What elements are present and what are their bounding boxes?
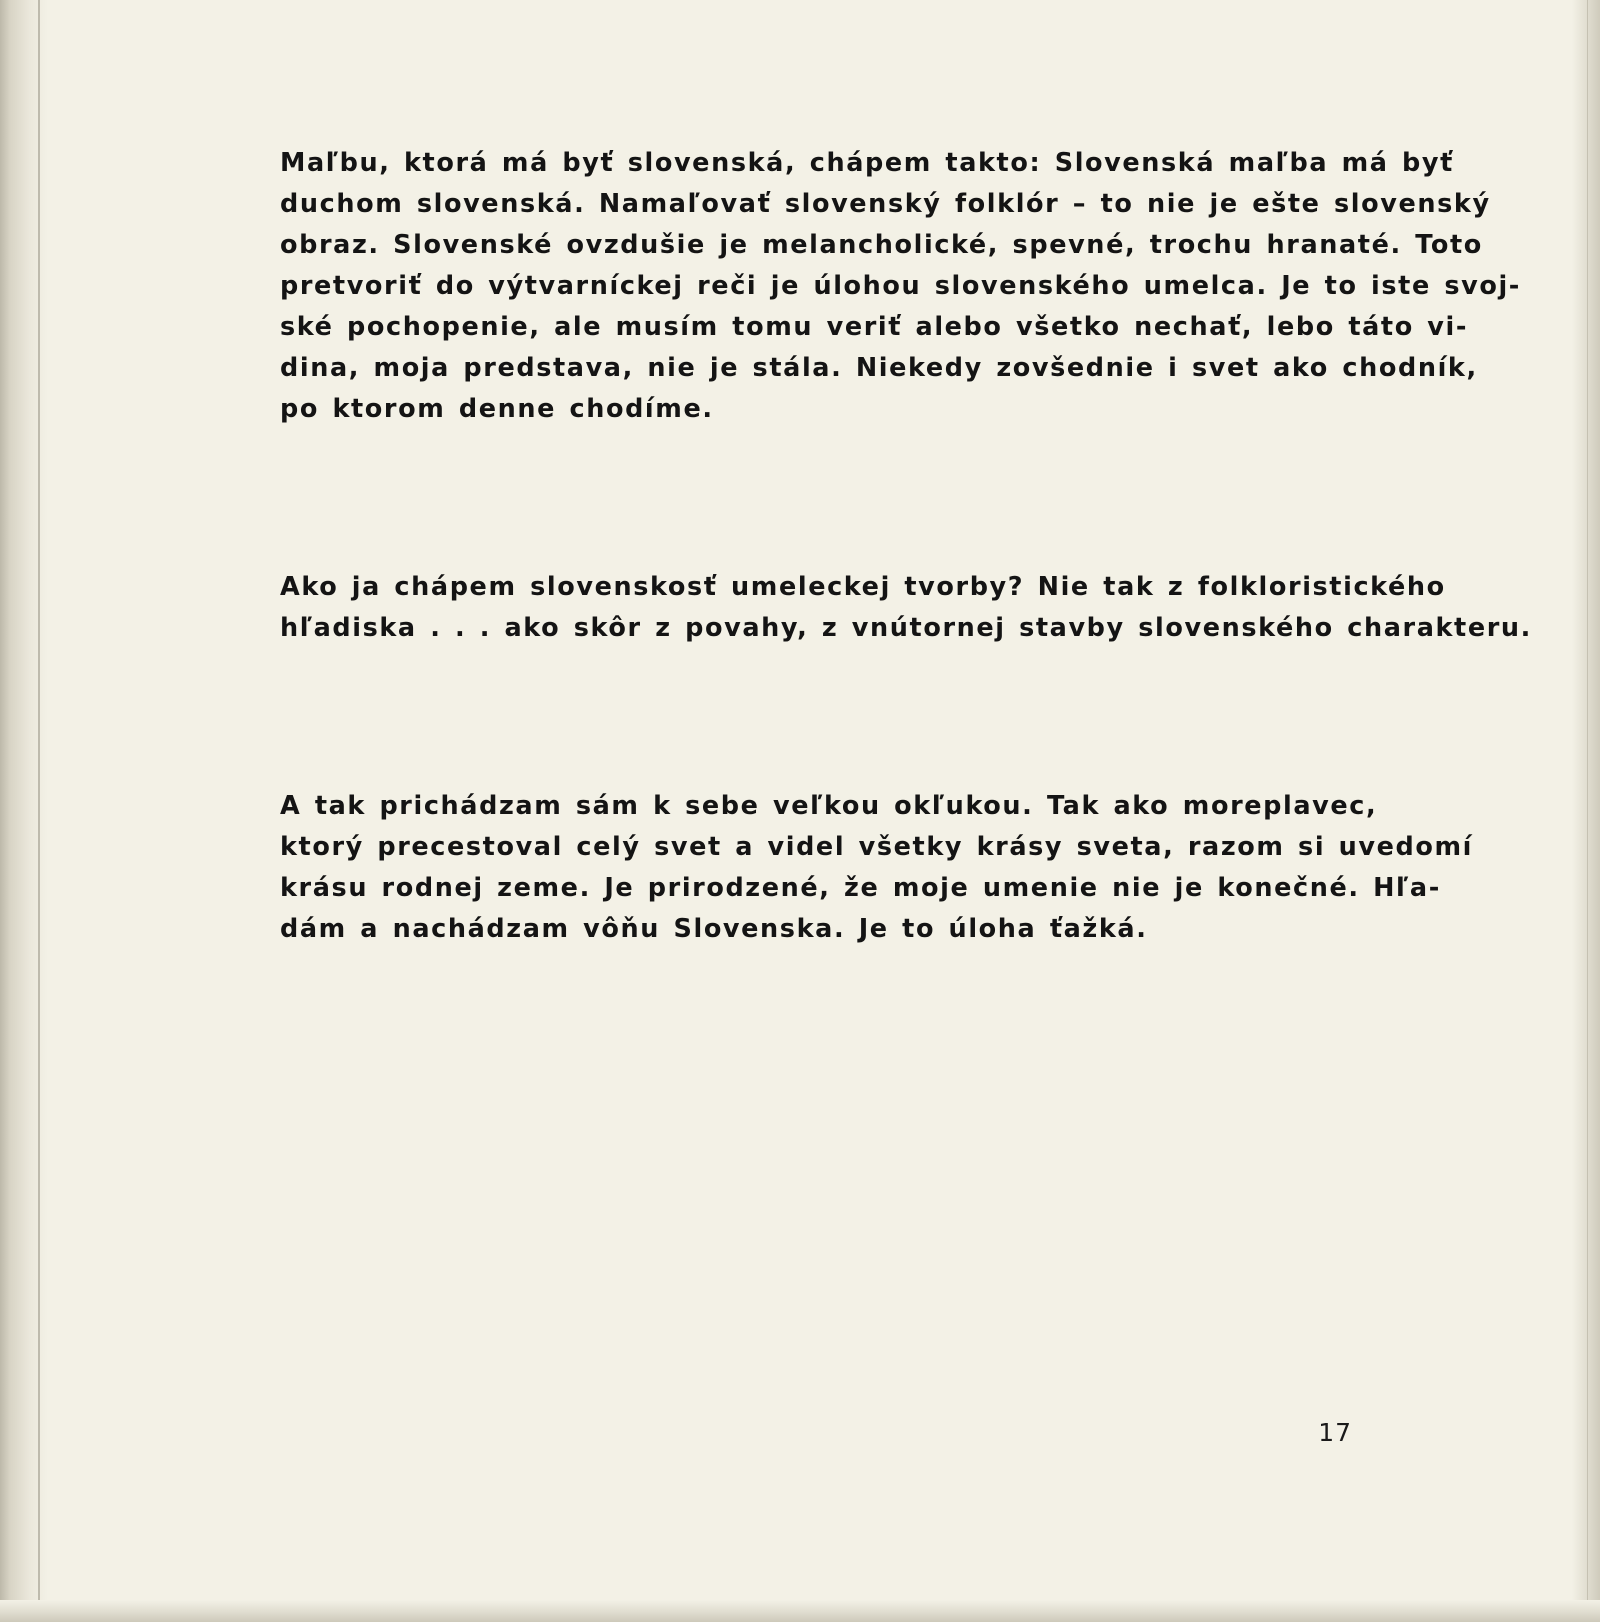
page-bottom-edge bbox=[0, 1600, 1600, 1622]
page-right-edge bbox=[1572, 0, 1600, 1622]
page-binding-edge bbox=[38, 0, 40, 1622]
paragraph-line: ské pochopenie, ale musím tomu veriť alebo všetko nechať, lebo táto vi- bbox=[280, 312, 1469, 342]
paragraph-line: A tak prichádzam sám k sebe veľkou okľukou. Tak ako moreplavec, bbox=[280, 791, 1378, 821]
paragraph-line: krásu rodnej zeme. Je prirodzené, že moje umenie nie je konečné. Hľa- bbox=[280, 873, 1441, 903]
paragraph-line: dina, moja predstava, nie je stála. Niekedy zovšednie i svet ako chodník, bbox=[280, 353, 1478, 383]
paragraph-line: hľadiska . . . ako skôr z povahy, z vnútornej stavby slovenského charakteru. bbox=[280, 613, 1532, 643]
paragraph-line: Ako ja chápem slovenskosť umeleckej tvorby? Nie tak z folkloristického bbox=[280, 572, 1446, 602]
paragraph-line: ktorý precestoval celý svet a videl všetky krásy sveta, razom si uvedomí bbox=[280, 832, 1474, 862]
page-binding-shadow bbox=[0, 0, 48, 1622]
paragraph-line: obraz. Slovenské ovzdušie je melancholické, spevné, trochu hranaté. Toto bbox=[280, 230, 1483, 260]
paragraph-line: Maľbu, ktorá má byť slovenská, chápem takto: Slovenská maľba má byť bbox=[280, 148, 1454, 178]
paragraph-line: pretvoriť do výtvarníckej reči je úlohou slovenského umelca. Je to iste svoj- bbox=[280, 271, 1521, 301]
page-right-edge-line bbox=[1587, 0, 1588, 1622]
paragraph-line: dám a nachádzam vôňu Slovenska. Je to úloha ťažká. bbox=[280, 914, 1148, 944]
paragraph-1 bbox=[280, 143, 1521, 430]
paragraph-line: duchom slovenská. Namaľovať slovenský folklór – to nie je ešte slovenský bbox=[280, 189, 1491, 219]
paragraph-3 bbox=[280, 786, 1474, 950]
page-number: 17 bbox=[1318, 1418, 1352, 1447]
paragraph-2 bbox=[280, 567, 1532, 649]
paragraph-line: po ktorom denne chodíme. bbox=[280, 394, 714, 424]
